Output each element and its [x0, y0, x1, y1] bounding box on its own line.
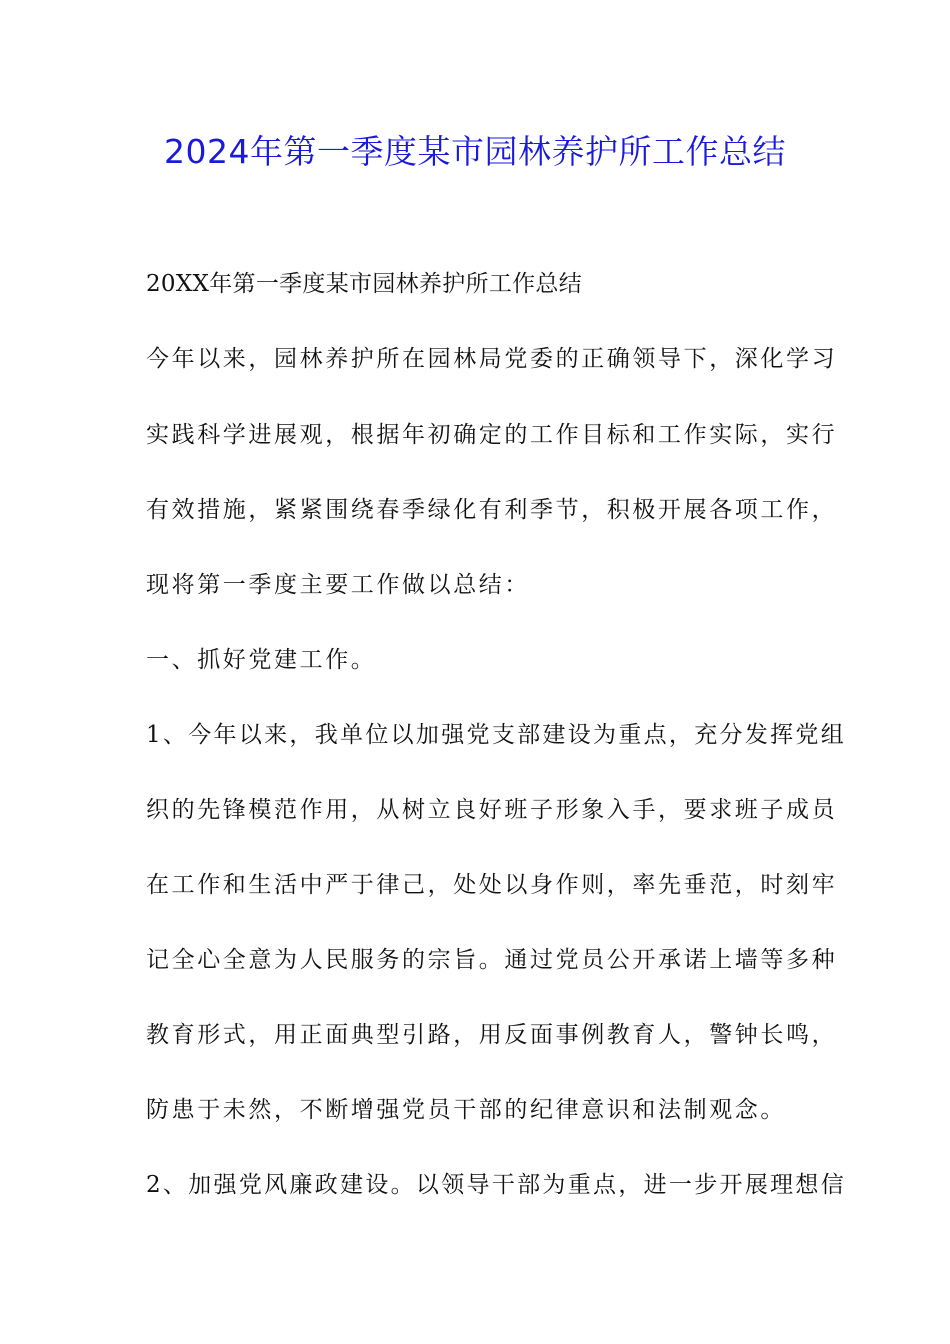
paragraph-line: 实践科学进展观，根据年初确定的工作目标和工作实际，实行 — [146, 422, 838, 448]
paragraph-line: 1、今年以来，我单位以加强党支部建设为重点，充分发挥党组 — [146, 722, 847, 748]
paragraph-line: 2、加强党风廉政建设。以领导干部为重点，进一步开展理想信 — [146, 1172, 847, 1198]
paragraph-line: 在工作和生活中严于律己，处处以身作则，率先垂范，时刻牢 — [146, 872, 838, 898]
subtitle-line: 20XX年第一季度某市园林养护所工作总结 — [146, 271, 583, 297]
section-heading: 一、抓好党建工作。 — [146, 647, 377, 673]
document-title: 2024年第一季度某市园林养护所工作总结 — [164, 132, 786, 171]
paragraph-line: 教育形式，用正面典型引路，用反面事例教育人，警钟长鸣， — [146, 1022, 838, 1048]
paragraph-line: 防患于未然，不断增强党员干部的纪律意识和法制观念。 — [146, 1097, 786, 1123]
paragraph-line: 记全心全意为人民服务的宗旨。通过党员公开承诺上墙等多种 — [146, 947, 838, 973]
paragraph-line: 今年以来，园林养护所在园林局党委的正确领导下，深化学习 — [146, 346, 838, 372]
paragraph-line: 织的先锋模范作用，从树立良好班子形象入手，要求班子成员 — [146, 797, 838, 823]
paragraph-line: 有效措施，紧紧围绕春季绿化有利季节，积极开展各项工作， — [146, 497, 838, 523]
paragraph-line: 现将第一季度主要工作做以总结： — [146, 572, 530, 598]
